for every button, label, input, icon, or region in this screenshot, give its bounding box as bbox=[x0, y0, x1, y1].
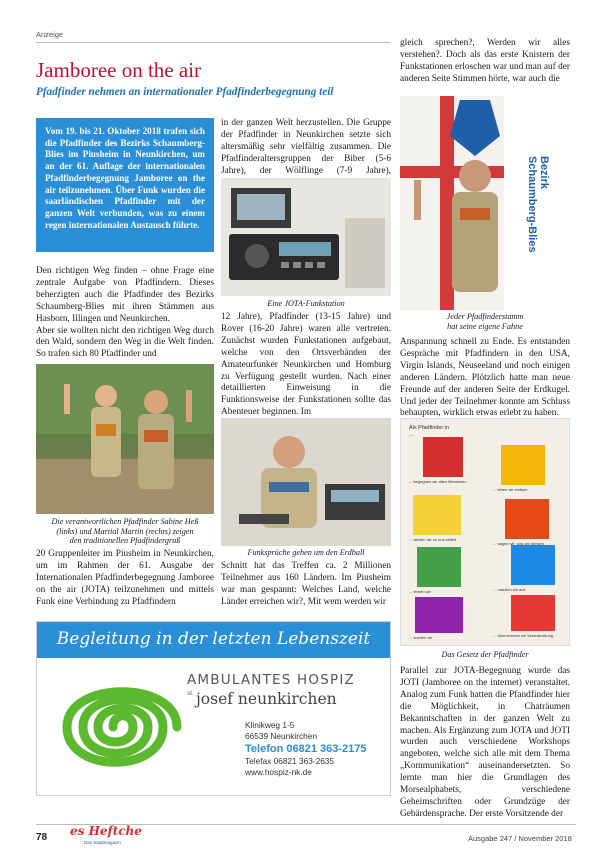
col3-paragraph-1: gleich sprechen?, Werden wir alles verstehen?. Doch als das erste Knistern der Funkstationen erloschen war und man auf der anderen Seite Stimmen hörte, war auch die bbox=[400, 38, 570, 84]
caption-law: Das Gesetz der Pfadfinder bbox=[441, 650, 529, 659]
photo-leaders bbox=[36, 364, 214, 514]
poster-item: ... stehen wir zu uns selbst bbox=[409, 537, 457, 542]
photo-station bbox=[221, 178, 391, 296]
hospiz-spiral-icon bbox=[43, 662, 183, 792]
hospiz-brand-line-2: josef neunkirchen bbox=[196, 690, 337, 708]
col2-paragraph-1: in der ganzen Welt herzustellen. Die Gruppe der Pfadfinder in Neunkirchen setzte sich altersmäßig sehr vielfältig zusammen. Die Pfadfinderaltersgruppen der Biber (5-6 Jahre), der Wölflinge (7-9 Jahre), bbox=[221, 118, 391, 176]
col2-paragraph-2: 12 Jahre), Pfadfinder (13-15 Jahre) und Rover (16-20 Jahre) waren alle vertreten. Zunächst wurden Funkstationen aufgebaut, welche von den Ortsverbänden der Amateurfunker Neunkirchen und Homburg zu Verfügung gestellt wurden. Nach einer detaillierten Einweisung in die Funktionsweise der Funkstationen sollte das Abenteuer beginnen. Im bbox=[221, 312, 391, 418]
photo-flag bbox=[400, 96, 570, 310]
poster-item: ... suchen wir bbox=[409, 635, 433, 640]
column-3-middle bbox=[400, 337, 570, 420]
column-2-middle bbox=[221, 312, 391, 419]
hospiz-brand-line-1: AMBULANTES HOSPIZ bbox=[187, 672, 355, 688]
poster-item: ... machen wir aus bbox=[493, 587, 526, 592]
ad-fax: Telefax 06821 363-2635 bbox=[245, 756, 335, 766]
poster-grid bbox=[401, 419, 570, 646]
poster-item: ... übernehmen wir Verantwortung bbox=[493, 633, 554, 638]
poster-item: ... leben wir einfach bbox=[493, 487, 528, 492]
intro-text: Vom 19. bis 21. Oktober 2018 trafen sich die Pfadfinder des Bezirks Schaumberg-Blies im Piusheim in Neunkirchen, um an der 61. Auflage der internationalen Pfadfinderbegegnung Jamboree on the air teilzunehmen. Über Funk wurden die saarländischen Pfadfinder mit der ganzen Welt verbunden, was zu einem regen internationalen Austausch führte. bbox=[45, 126, 205, 230]
caption-leaders: Die verantwortlichen Pfadfinder Sabine Heß (links) und Martial Martin (rechts) zeigen den traditionellen Pfadfindergruß bbox=[51, 517, 199, 546]
col3-paragraph-3: Parallel zur JOTA-Begegnung wurde das JOTI (Jamboree on the internet) veranstaltet. Analog zum Funk hatten die Pfandfinder hier die Möglichkeit, in Chaträumen Bekanntschaften in der ganzen Welt zu machen. Als Ergänzung zum JOTA und JOTI wurden auch verschiedene Workshops angeboten, welche sich alle mit dem Thema „Kommunikation“ auseinandersetzten. So lernte man hier die Grundlagen des Morsealphabets, verschiedene Geheimschriften oder Grundzüge der Gebärdensprache. Der erste Vorsitzende der bbox=[400, 666, 570, 819]
magazine-logo-sub: Das Stadtmagazin bbox=[84, 840, 121, 845]
ad-headline-bar bbox=[37, 622, 390, 658]
caption-station: Eine JOTA-Funkstation bbox=[267, 299, 345, 308]
poster-item: ... lernen wir bbox=[409, 589, 431, 594]
poster-item: ... begegnen wir allen Menschen bbox=[409, 479, 467, 484]
col3-paragraph-2: Anspannung schnell zu Ende. Es entstanden Gespräche mit Pfadfindern in den USA, Virgin Islands, Neuseeland und noch einigen anderen Ländern. Plötzlich hatte man neue Freunde auf der anderen Seite der Erdkugel. Und jeder der Teilnehmer konnte am Schluss behaupten, wirklich etwas erlebt zu haben. bbox=[400, 337, 570, 419]
article-title: Jamboree on the air bbox=[36, 58, 202, 82]
header-rule bbox=[36, 42, 390, 43]
column-2-bottom bbox=[221, 561, 391, 609]
flag-text: Bezirk Schaumberg-Blies bbox=[526, 156, 550, 253]
col2-paragraph-3: Schnitt hat das Treffen ca. 2 Millionen Teilnehmer aus 160 Ländern. Im Piusheim war man gespannt: Welches Land, welche Länder erreichen wir?, Mit wem werden wir bbox=[221, 561, 391, 607]
radio-illustration bbox=[221, 418, 391, 546]
ad-phone[interactable]: Telefon 06821 363-2175 bbox=[245, 743, 367, 755]
col1-paragraph-1: Den richtigen Weg finden – ohne Frage eine zentrale Aufgabe von Pfadfindern. Dieses beherzigten auch die Pfadfinder des Bezirks Schaumberg-Blies mit ihren Stämmen aus Hasborn, Illingen und Neunkirchen. bbox=[36, 266, 214, 324]
col1-paragraph-3: 20 Gruppenleiter im Piusheim in Neunkirchen, um im Rahmen der 61. Ausgabe der Internationalen Pfadfinderbegegnung Jamboree on the air (JOTA) teilzunehmen und mittels Funk eine Verbindung zu Pfadfindern bbox=[36, 549, 214, 607]
hospiz-brand-st: st. bbox=[187, 690, 194, 697]
station-illustration bbox=[221, 178, 391, 296]
poster-item: ... sagen wir, was wir denken bbox=[493, 541, 545, 546]
column-1-top bbox=[36, 266, 214, 361]
poster-title: Als Pfadfinder:in ... bbox=[409, 425, 450, 438]
article-subtitle: Pfadfinder nehmen an internationaler Pfadfinderbegegnung teil bbox=[36, 86, 334, 98]
ad-website-link[interactable]: www.hospiz-nk.de bbox=[245, 767, 312, 777]
ad-contact bbox=[245, 720, 366, 778]
column-3-bottom bbox=[400, 666, 570, 821]
ad-street: Klinikweg 1-5 bbox=[245, 720, 295, 730]
intro-box bbox=[36, 118, 214, 252]
photo-radio bbox=[221, 418, 391, 546]
hospiz-ad bbox=[36, 621, 391, 796]
column-1-bottom bbox=[36, 549, 214, 609]
magazine-logo bbox=[70, 822, 150, 850]
ad-headline: Begleitung in der letzten Lebenszeit bbox=[56, 629, 371, 649]
page-number: 78 bbox=[36, 832, 48, 843]
caption-flag: Jeder Pfadfinderstamm hat seine eigene Fahne bbox=[446, 312, 524, 331]
photo-law-poster bbox=[400, 418, 570, 646]
leaders-illustration bbox=[36, 364, 214, 514]
column-3-top bbox=[400, 38, 570, 86]
caption-radio: Funksprüche gehen um den Erdball bbox=[247, 548, 365, 557]
ad-city: 66539 Neunkirchen bbox=[245, 731, 317, 741]
issue-info: Ausgabe 247 / November 2018 bbox=[468, 834, 572, 843]
magazine-logo-text: es Heftche bbox=[70, 824, 142, 838]
ad-label: Anzeige bbox=[36, 30, 64, 39]
col1-paragraph-2: Aber sie wollten nicht den richtigen Weg durch den Wald, sondern den Weg in die Welt finden. So trafen sich 80 Pfadfinder und bbox=[36, 325, 214, 360]
